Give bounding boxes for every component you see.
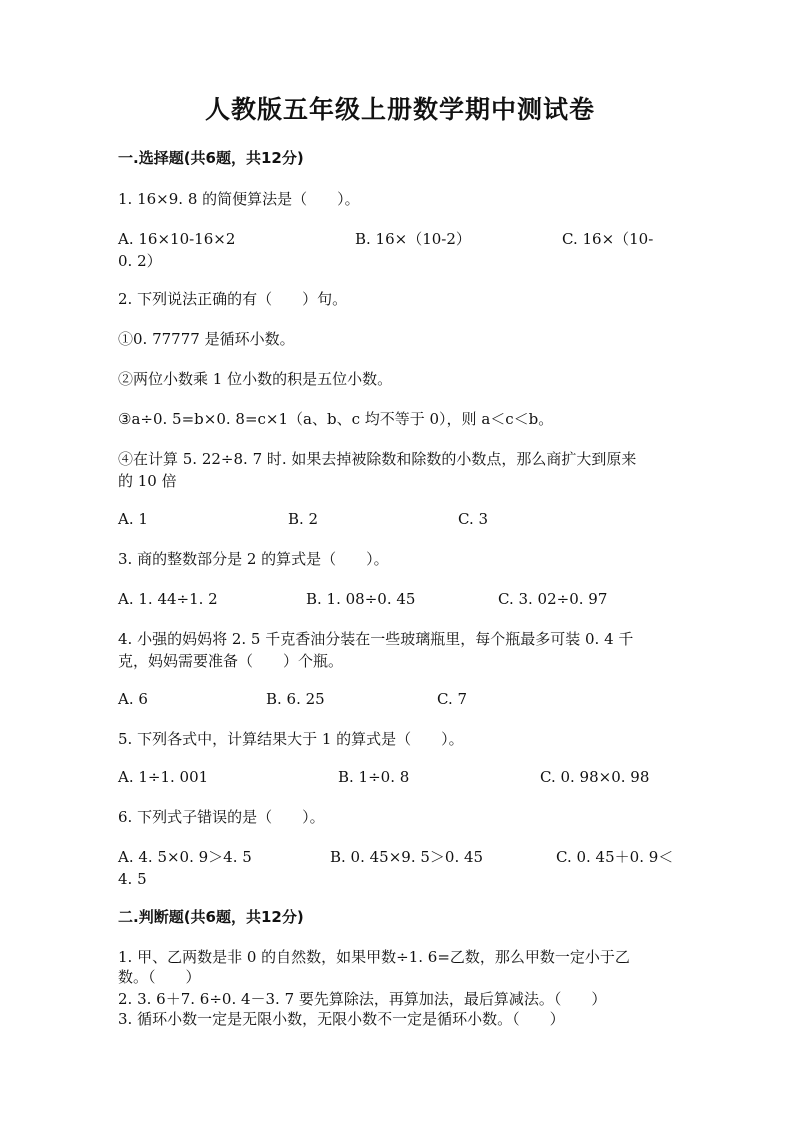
question-2-option-c: C. 3 <box>458 510 489 528</box>
question-5-stem: 5. 下列各式中，计算结果大于 1 的算式是（ ）。 <box>118 730 464 748</box>
question-6-stem: 6. 下列式子错误的是（ ）。 <box>118 808 325 826</box>
question-5-option-b: B. 1÷0. 8 <box>338 768 410 786</box>
judgement-1-wrap: 数。（ ） <box>118 968 201 986</box>
question-2-statement-4: ④在计算 5. 22÷8. 7 时. 如果去掉被除数和除数的小数点，那么商扩大到原来 <box>118 450 637 468</box>
question-1-option-a: A. 16×10-16×2 <box>118 230 236 248</box>
judgement-2: 2. 3. 6＋7. 6÷0. 4－3. 7 要先算除法，再算加法，最后算减法。（ ） <box>118 990 607 1008</box>
question-2-option-b: B. 2 <box>288 510 319 528</box>
question-3-option-c: C. 3. 02÷0. 97 <box>498 590 608 608</box>
question-1-stem: 1. 16×9. 8 的简便算法是（ ）。 <box>118 190 360 208</box>
section-heading-multiple-choice: 一.选择题(共6题，共12分) <box>118 149 304 167</box>
question-3-option-b: B. 1. 08÷0. 45 <box>306 590 416 608</box>
question-2-statement-4-wrap: 的 10 倍 <box>118 472 177 490</box>
question-3-stem: 3. 商的整数部分是 2 的算式是（ ）。 <box>118 550 389 568</box>
question-1-option-c-wrap: 0. 2） <box>118 252 162 270</box>
question-2-statement-3: ③a÷0. 5=b×0. 8=c×1（a、b、c 均不等于 0），则 a＜c＜b。 <box>118 410 554 428</box>
question-6-option-c: C. 0. 45＋0. 9＜ <box>556 848 674 866</box>
question-4-option-c: C. 7 <box>437 690 468 708</box>
question-2-statement-2: ②两位小数乘 1 位小数的积是五位小数。 <box>118 370 393 388</box>
question-2-stem: 2. 下列说法正确的有（ ）句。 <box>118 290 348 308</box>
question-2-statement-1: ①0. 77777 是循环小数。 <box>118 330 295 348</box>
question-6-option-a: A. 4. 5×0. 9＞4. 5 <box>118 848 252 866</box>
section-heading-true-false: 二.判断题(共6题，共12分) <box>118 908 304 926</box>
question-5-option-c: C. 0. 98×0. 98 <box>540 768 650 786</box>
document-title: 人教版五年级上册数学期中测试卷 <box>204 95 595 124</box>
question-4-stem-wrap: 克，妈妈需要准备（ ）个瓶。 <box>118 652 344 670</box>
question-6-option-c-wrap: 4. 5 <box>118 870 147 888</box>
question-4-option-b: B. 6. 25 <box>266 690 325 708</box>
question-4-option-a: A. 6 <box>118 690 148 708</box>
question-4-stem: 4. 小强的妈妈将 2. 5 千克香油分装在一些玻璃瓶里，每个瓶最多可装 0. 4 千 <box>118 630 634 648</box>
question-2-option-a: A. 1 <box>118 510 148 528</box>
question-3-option-a: A. 1. 44÷1. 2 <box>118 590 218 608</box>
question-1-option-b: B. 16×（10-2） <box>355 230 471 248</box>
judgement-1: 1. 甲、乙两数是非 0 的自然数，如果甲数÷1. 6=乙数，那么甲数一定小于乙 <box>118 948 630 966</box>
question-6-option-b: B. 0. 45×9. 5＞0. 45 <box>330 848 484 866</box>
question-1-option-c: C. 16×（10- <box>562 230 654 248</box>
judgement-3: 3. 循环小数一定是无限小数，无限小数不一定是循环小数。（ ） <box>118 1010 565 1028</box>
question-5-option-a: A. 1÷1. 001 <box>118 768 209 786</box>
